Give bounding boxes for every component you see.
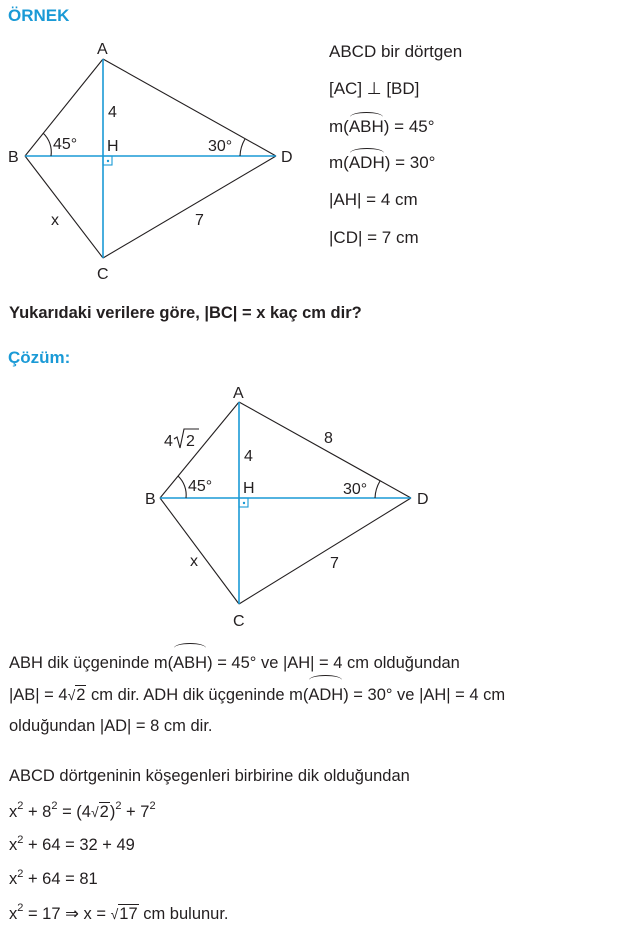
equation-4 — [9, 904, 229, 924]
e1-radicand: 2 — [99, 803, 109, 821]
length-ab-radicand: 2 — [186, 433, 195, 450]
angle-arc-b-2 — [178, 476, 186, 498]
e1-8-exp: 2 — [51, 800, 58, 812]
given-4-pre: m( — [329, 153, 349, 172]
derivation-intro: ABCD dörtgeninin köşegenleri birbirine dik olduğundan — [9, 767, 410, 785]
vertex-a-2: A — [233, 385, 244, 402]
p1-pre: ABH dik üçgeninde m( — [9, 654, 174, 672]
e1-7-exp: 2 — [149, 800, 156, 812]
vertex-d-2: D — [417, 491, 429, 508]
vertex-b: B — [8, 149, 19, 166]
figure-2-edges — [160, 402, 411, 604]
right-angle-dot-2 — [243, 502, 245, 504]
paragraph-line-2 — [9, 680, 505, 711]
length-bc-2: x — [190, 553, 198, 570]
given-line-6: |CD| = 7 cm — [329, 228, 419, 247]
p1-mid: ) = 45° ve |AH| = 4 cm olduğundan — [207, 654, 460, 672]
e1-close: ) — [109, 803, 116, 821]
angle-abh: ABH — [348, 117, 384, 136]
e4-radical-sign: √ — [110, 906, 119, 922]
e1-plus-8: + 8 — [23, 803, 52, 821]
e4-radicand: 17 — [119, 905, 138, 923]
e3-exp: 2 — [17, 868, 24, 880]
length-cd: 7 — [195, 212, 204, 229]
length-cd-2: 7 — [330, 555, 339, 572]
e1-plus-7: + 7 — [121, 803, 150, 821]
paragraph-line-3: olduğundan |AD| = 8 cm dir. — [9, 717, 213, 735]
vertex-c-2: C — [233, 613, 245, 630]
p2-post: ) = 30° ve |AH| = 4 cm — [343, 686, 506, 704]
e2-exp: 2 — [17, 834, 24, 846]
p2-radicand: 2 — [76, 686, 86, 704]
length-ab-coef: 4 — [164, 433, 173, 450]
e2-x: x — [9, 836, 18, 854]
angle-b-label-2: 45° — [188, 478, 213, 495]
angle-adh: ADH — [348, 153, 385, 172]
p2-radical-sign: √ — [67, 687, 76, 703]
e3-rest: + 64 = 81 — [23, 870, 98, 888]
edge-cd-2 — [239, 498, 411, 604]
equation-2 — [9, 836, 135, 855]
vertex-b-2: B — [145, 491, 156, 508]
p2-angle-adh: ADH — [308, 680, 343, 711]
given-3-post: ) = 45° — [383, 117, 435, 136]
e4-tail: cm bulunur. — [138, 905, 229, 923]
e1-close-exp: 2 — [115, 800, 122, 812]
equation-1 — [9, 802, 156, 822]
given-3-pre: m( — [329, 117, 349, 136]
e1-radical-sign: √ — [90, 804, 99, 820]
point-h: H — [107, 138, 119, 155]
paragraph-line-1 — [9, 648, 460, 679]
figure-2-diagonals — [160, 402, 411, 604]
length-ah: 4 — [108, 104, 117, 121]
edge-ad-2 — [239, 402, 411, 498]
question: Yukarıdaki verilere göre, |BC| = x kaç cm dir? — [9, 304, 362, 322]
p2-mid: cm dir. ADH dik üçgeninde m( — [86, 686, 309, 704]
given-line-1: ABCD bir dörtgen — [329, 42, 463, 61]
equation-3 — [9, 870, 98, 889]
e4-middle: = 17 ⇒ x = — [23, 905, 111, 923]
given-line-5: |AH| = 4 cm — [329, 190, 418, 209]
e1-equals-open: = (4 — [57, 803, 91, 821]
example-heading: ÖRNEK — [8, 6, 70, 25]
angle-d-label: 30° — [208, 138, 233, 155]
e1-x-exp: 2 — [17, 800, 24, 812]
solution-heading: Çözüm: — [8, 348, 71, 367]
e4-x: x — [9, 905, 18, 923]
angle-arc-d-2 — [375, 481, 380, 498]
p2-pre: |AB| = 4 — [9, 686, 68, 704]
e1-x: x — [9, 803, 18, 821]
e4-exp: 2 — [17, 902, 24, 914]
given-line-2: [AC] ⊥ [BD] — [329, 79, 420, 98]
e2-rest: + 64 = 32 + 49 — [23, 836, 135, 854]
length-ad-2: 8 — [324, 430, 333, 447]
angle-d-label-2: 30° — [343, 481, 368, 498]
length-ah-2: 4 — [244, 448, 253, 465]
vertex-a: A — [97, 41, 108, 58]
angle-b-label: 45° — [53, 136, 78, 153]
edge-bc-2 — [160, 498, 239, 604]
vertex-c: C — [97, 266, 109, 283]
p1-angle-abh: ABH — [173, 648, 207, 679]
vertex-d: D — [281, 149, 293, 166]
point-h-2: H — [243, 480, 255, 497]
given-4-post: ) = 30° — [384, 153, 436, 172]
e3-x: x — [9, 870, 18, 888]
length-bc: x — [51, 212, 59, 229]
